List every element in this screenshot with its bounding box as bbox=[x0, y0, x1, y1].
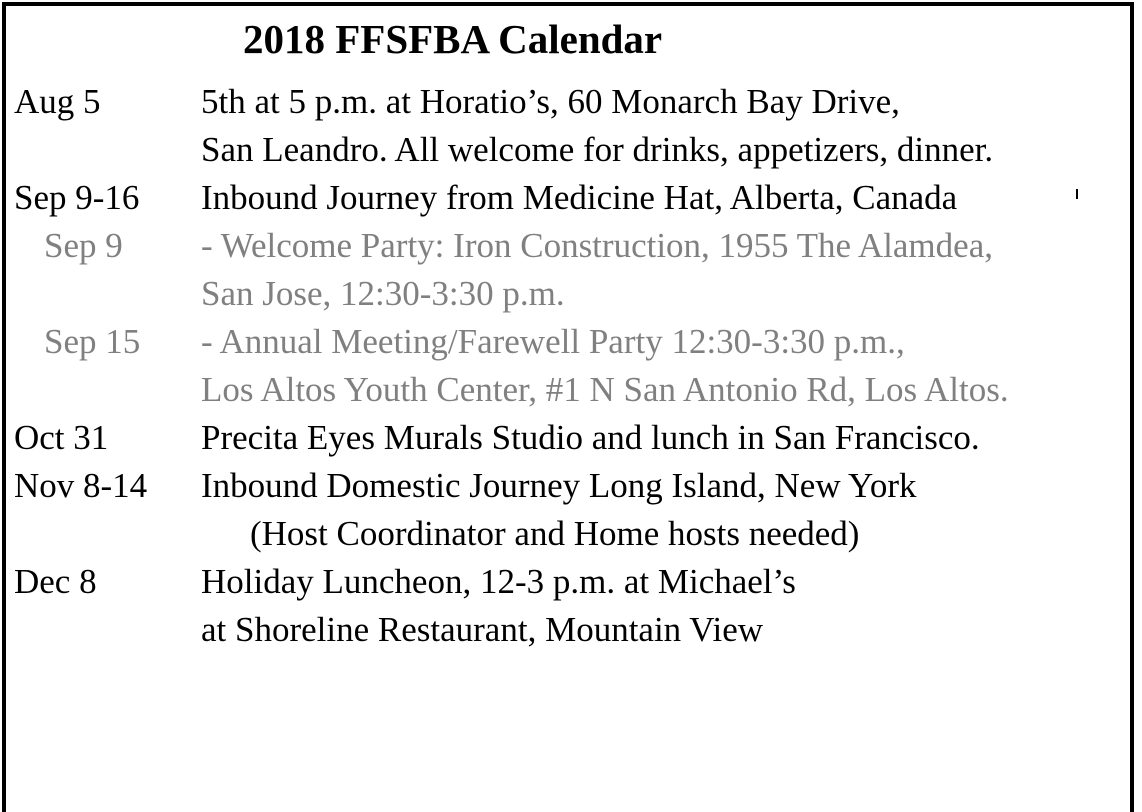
event-description: Inbound Journey from Medicine Hat, Alberta, Canada bbox=[201, 178, 958, 217]
event-date: Nov 8-14 bbox=[14, 466, 148, 505]
sub-event-sep-15-cont bbox=[0, 369, 1142, 417]
event-description: Los Altos Youth Center, #1 N San Antonio Rd, Los Altos. bbox=[201, 370, 1009, 409]
event-date: Sep 15 bbox=[44, 322, 141, 361]
event-description: San Leandro. All welcome for drinks, appetizers, dinner. bbox=[201, 130, 994, 169]
event-description: Precita Eyes Murals Studio and lunch in San Francisco. bbox=[201, 418, 980, 457]
event-nov-8-14 bbox=[0, 465, 1142, 513]
event-date: Sep 9 bbox=[44, 226, 123, 265]
event-description: at Shoreline Restaurant, Mountain View bbox=[201, 610, 763, 649]
event-date: Aug 5 bbox=[14, 82, 101, 121]
event-date: Dec 8 bbox=[14, 562, 97, 601]
sub-event-sep-9-cont bbox=[0, 273, 1142, 321]
event-description: 5th at 5 p.m. at Horatio’s, 60 Monarch Bay Drive, bbox=[201, 82, 900, 121]
sub-event-sep-9 bbox=[0, 225, 1142, 273]
event-dec-8-cont bbox=[0, 609, 1142, 657]
event-sep-9-16 bbox=[0, 177, 1142, 225]
event-aug-5-cont bbox=[0, 129, 1142, 177]
event-date: Sep 9-16 bbox=[14, 178, 140, 217]
event-description: Holiday Luncheon, 12-3 p.m. at Michael’s bbox=[201, 562, 796, 601]
page-title: 2018 FFSFBA Calendar bbox=[243, 16, 663, 62]
event-description: (Host Coordinator and Home hosts needed) bbox=[250, 514, 860, 553]
event-aug-5 bbox=[0, 81, 1142, 129]
sub-event-sep-15 bbox=[0, 321, 1142, 369]
event-description: - Welcome Party: Iron Construction, 1955 The Alamdea, bbox=[201, 226, 993, 265]
text-fragment-mark bbox=[1076, 189, 1078, 199]
event-oct-31 bbox=[0, 417, 1142, 465]
event-description: - Annual Meeting/Farewell Party 12:30-3:30 p.m., bbox=[201, 322, 905, 361]
event-date: Oct 31 bbox=[14, 418, 109, 457]
event-dec-8 bbox=[0, 561, 1142, 609]
event-nov-8-14-cont bbox=[0, 513, 1142, 561]
event-description: San Jose, 12:30-3:30 p.m. bbox=[201, 274, 565, 313]
event-description: Inbound Domestic Journey Long Island, New York bbox=[201, 466, 917, 505]
